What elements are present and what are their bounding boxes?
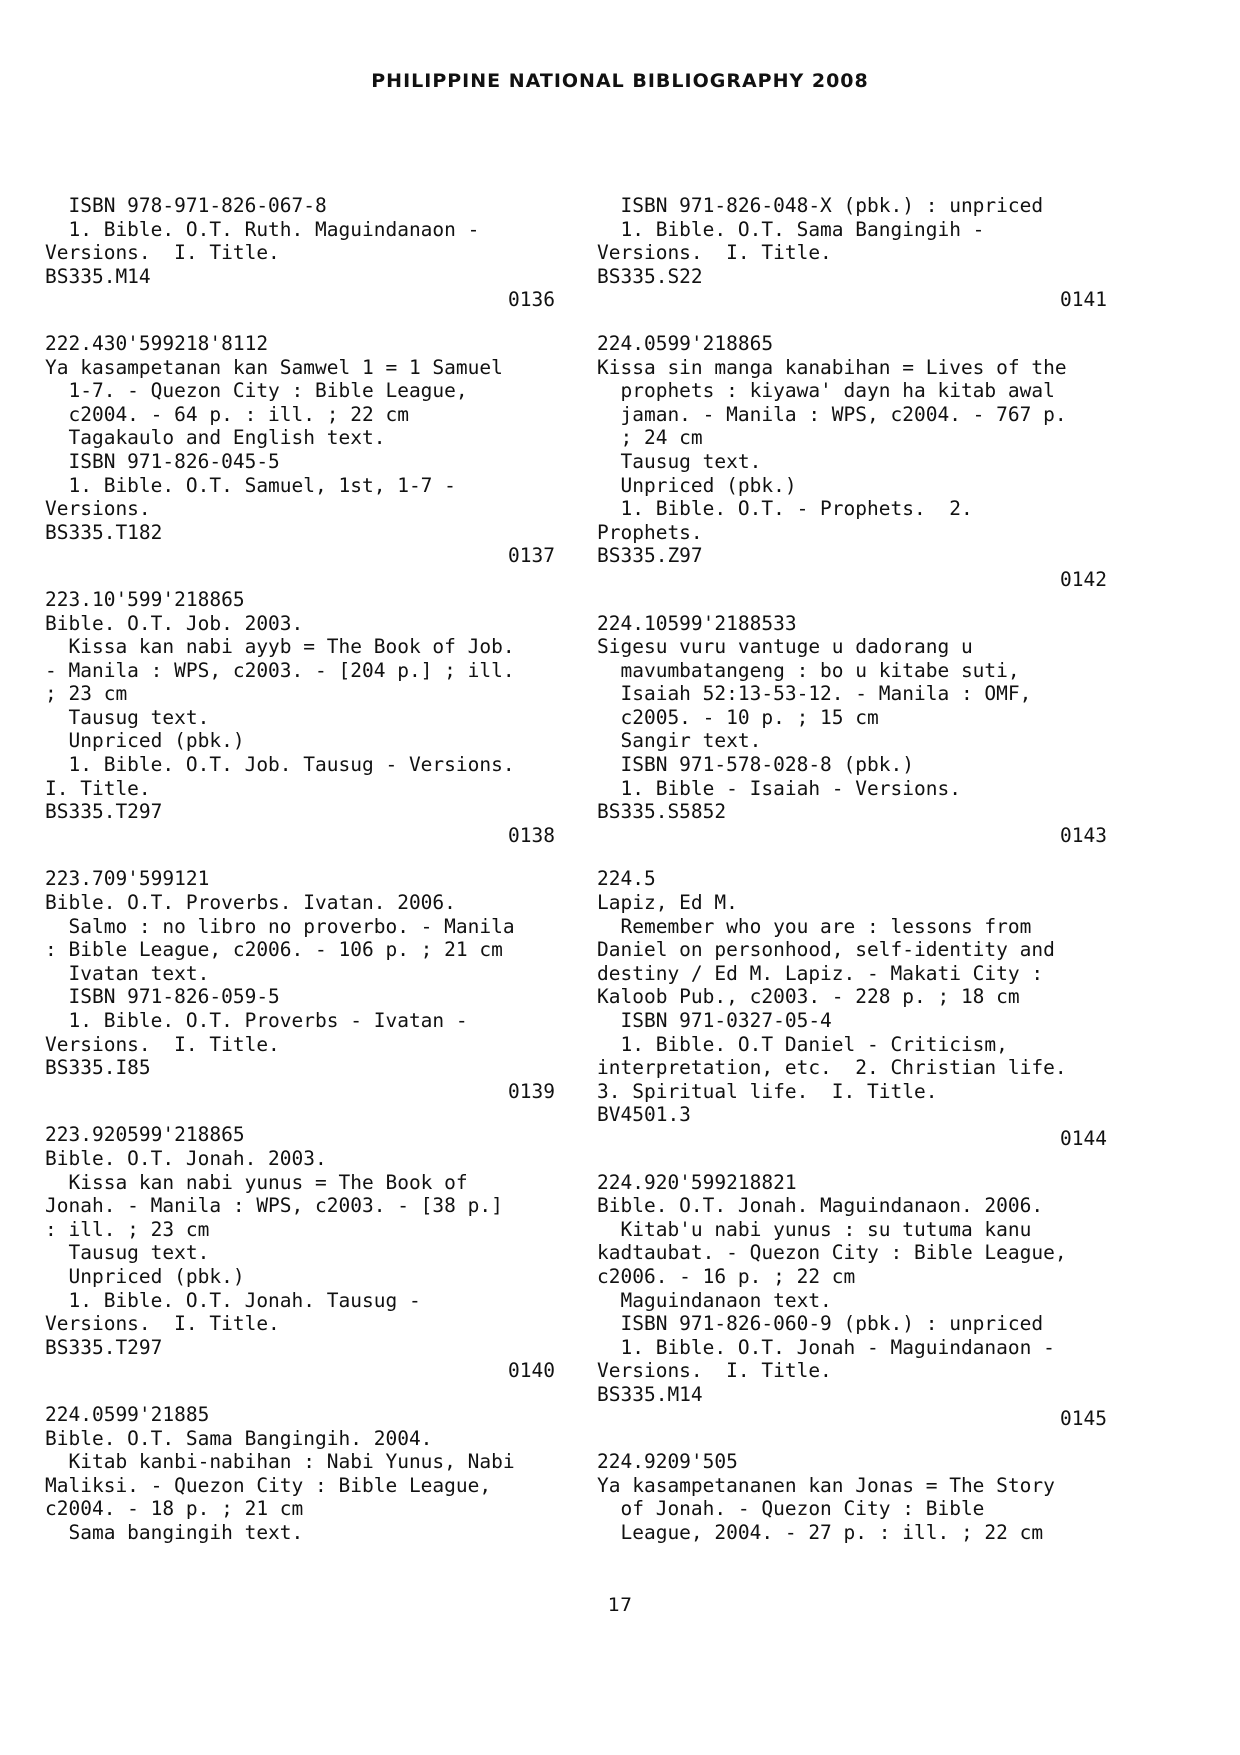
entry-line: Maguindanaon text. bbox=[597, 1288, 832, 1312]
entry-line: BV4501.3 bbox=[597, 1103, 691, 1127]
entry-line: BS335.M14 bbox=[597, 1382, 703, 1406]
entry-line: 1. Bible. O.T. Jonah - Maguindanaon - bbox=[597, 1335, 1055, 1359]
entry-line: Versions. I. Title. bbox=[597, 1359, 832, 1383]
entry-number: 0136 bbox=[508, 288, 555, 312]
entry-line: 224.920'599218821 bbox=[597, 1170, 797, 1194]
bibliography-entry bbox=[597, 867, 1109, 1150]
bibliography-entry bbox=[45, 588, 557, 848]
entry-line: 223.10'599'218865 bbox=[45, 587, 245, 611]
bibliography-entry bbox=[45, 1403, 557, 1545]
entry-line: Maliksi. - Quezon City : Bible League, bbox=[45, 1473, 492, 1497]
entry-line: 223.709'599121 bbox=[45, 867, 210, 891]
entry-line: c2004. - 64 p. : ill. ; 22 cm bbox=[45, 402, 409, 426]
entry-line: ISBN 971-826-059-5 bbox=[45, 985, 280, 1009]
entry-line: : Bible League, c2006. - 106 p. ; 21 cm bbox=[45, 938, 503, 962]
entry-line: Unpriced (pbk.) bbox=[597, 473, 797, 497]
entry-number: 0139 bbox=[508, 1079, 555, 1103]
entry-line: Versions. I. Title. bbox=[597, 241, 832, 265]
entry-line: Lapiz, Ed M. bbox=[597, 891, 738, 915]
entry-line: Tausug text. bbox=[45, 705, 210, 729]
entry-line: Tausug text. bbox=[597, 449, 762, 473]
entry-line: 1. Bible. O.T Daniel - Criticism, bbox=[597, 1032, 1008, 1056]
entry-line: c2005. - 10 p. ; 15 cm bbox=[597, 705, 879, 729]
entry-line: jaman. - Manila : WPS, c2004. - 767 p. bbox=[597, 402, 1067, 426]
entry-line: ; 24 cm bbox=[597, 426, 703, 450]
entry-line: ISBN 971-826-045-5 bbox=[45, 449, 280, 473]
entry-line: Kaloob Pub., c2003. - 228 p. ; 18 cm bbox=[597, 985, 1020, 1009]
entry-line: 1. Bible. O.T. Ruth. Maguindanaon - bbox=[45, 217, 480, 241]
entry-line: ISBN 971-578-028-8 (pbk.) bbox=[597, 753, 914, 777]
bibliography-entry bbox=[45, 194, 557, 312]
entry-line: - Manila : WPS, c2003. - [204 p.] ; ill. bbox=[45, 658, 515, 682]
entry-line: Versions. I. Title. bbox=[45, 241, 280, 265]
entry-line: : ill. ; 23 cm bbox=[45, 1217, 210, 1241]
entry-line: 224.0599'21885 bbox=[45, 1402, 210, 1426]
entry-line: 222.430'599218'8112 bbox=[45, 331, 269, 355]
entry-line: ISBN 971-0327-05-4 bbox=[597, 1009, 832, 1032]
entry-line: BS335.S22 bbox=[597, 264, 703, 288]
bibliography-entry bbox=[45, 1123, 557, 1383]
entry-number: 0138 bbox=[508, 823, 555, 847]
entry-line: Unpriced (pbk.) bbox=[45, 1264, 245, 1288]
entry-number: 0142 bbox=[1060, 567, 1107, 591]
bibliography-entry bbox=[597, 612, 1109, 848]
entry-line: prophets : kiyawa' dayn ha kitab awal bbox=[597, 379, 1055, 403]
entry-line: Sangir text. bbox=[597, 729, 762, 753]
entry-line: 1. Bible. O.T. Proverbs - Ivatan - bbox=[45, 1009, 468, 1032]
bibliography-entry bbox=[45, 332, 557, 568]
entry-line: I. Title. bbox=[45, 776, 151, 800]
bibliography-entry bbox=[45, 867, 557, 1103]
entry-line: Ivatan text. bbox=[45, 961, 210, 985]
entry-line: 1. Bible. O.T. Sama Bangingih - bbox=[597, 217, 985, 241]
entry-line: Ya kasampetanan kan Samwel 1 = 1 Samuel bbox=[45, 355, 503, 379]
entry-line: Ya kasampetananen kan Jonas = The Story bbox=[597, 1473, 1055, 1497]
entry-line: 224.10599'2188533 bbox=[597, 611, 797, 635]
entry-line: kadtaubat. - Quezon City : Bible League, bbox=[597, 1241, 1067, 1265]
entry-line: c2004. - 18 p. ; 21 cm bbox=[45, 1497, 304, 1521]
entry-line: Versions. I. Title. bbox=[45, 1032, 280, 1056]
entry-number: 0137 bbox=[508, 544, 555, 568]
entry-line: mavumbatangeng : bo u kitabe suti, bbox=[597, 658, 1020, 682]
entry-line: Versions. I. Title. bbox=[45, 1312, 280, 1336]
entry-line: Bible. O.T. Jonah. 2003. bbox=[45, 1146, 327, 1170]
entry-line: Jonah. - Manila : WPS, c2003. - [38 p.] bbox=[45, 1194, 503, 1218]
entry-number: 0145 bbox=[1060, 1406, 1107, 1430]
bibliography-entry bbox=[597, 194, 1109, 312]
entry-line: 1. Bible - Isaiah - Versions. bbox=[597, 776, 961, 800]
entry-line: Kissa kan nabi ayyb = The Book of Job. bbox=[45, 635, 515, 659]
entry-line: 1. Bible. O.T. Samuel, 1st, 1-7 - bbox=[45, 473, 456, 497]
entry-line: 1. Bible. O.T. Job. Tausug - Versions. bbox=[45, 753, 515, 777]
entry-number: 0143 bbox=[1060, 823, 1107, 847]
entry-line: Bible. O.T. Proverbs. Ivatan. 2006. bbox=[45, 891, 456, 915]
entry-line: Unpriced (pbk.) bbox=[45, 729, 245, 753]
entry-number: 0141 bbox=[1060, 288, 1107, 312]
entry-line: BS335.Z97 bbox=[597, 544, 703, 568]
entry-line: Sigesu vuru vantuge u dadorang u bbox=[597, 635, 973, 659]
entry-line: 224.9209'505 bbox=[597, 1450, 738, 1474]
entry-line: BS335.T297 bbox=[45, 800, 163, 824]
entry-line: Kitab kanbi-nabihan : Nabi Yunus, Nabi bbox=[45, 1450, 515, 1474]
entry-line: 224.0599'218865 bbox=[597, 331, 774, 355]
entry-line: 224.5 bbox=[597, 867, 656, 891]
entry-line: interpretation, etc. 2. Christian life. bbox=[597, 1056, 1067, 1080]
page-title: PHILIPPINE NATIONAL BIBLIOGRAPHY 2008 bbox=[371, 70, 869, 92]
entry-line: of Jonah. - Quezon City : Bible bbox=[597, 1497, 985, 1521]
entry-line: ; 23 cm bbox=[45, 682, 128, 706]
page-number: 17 bbox=[607, 1594, 633, 1616]
entry-line: 223.920599'218865 bbox=[45, 1123, 245, 1147]
entry-number: 0144 bbox=[1060, 1126, 1107, 1150]
entry-line: Bible. O.T. Sama Bangingih. 2004. bbox=[45, 1426, 433, 1450]
entry-line: BS335.T297 bbox=[45, 1335, 163, 1359]
entry-line: 1. Bible. O.T. - Prophets. 2. bbox=[597, 497, 973, 521]
entry-line: 1. Bible. O.T. Jonah. Tausug - bbox=[45, 1288, 421, 1312]
entry-line: Kissa sin manga kanabihan = Lives of the bbox=[597, 355, 1067, 379]
left-column bbox=[45, 194, 557, 1564]
entry-line: Kissa kan nabi yunus = The Book of bbox=[45, 1170, 468, 1194]
entry-line: BS335.I85 bbox=[45, 1056, 151, 1080]
bibliography-entry bbox=[597, 1171, 1109, 1431]
entry-line: ISBN 971-826-060-9 (pbk.) : unpriced bbox=[597, 1312, 1044, 1336]
entry-line: Bible. O.T. Jonah. Maguindanaon. 2006. bbox=[597, 1194, 1044, 1218]
entry-line: League, 2004. - 27 p. : ill. ; 22 cm bbox=[597, 1520, 1044, 1544]
bibliography-entry bbox=[597, 1450, 1109, 1544]
entry-line: Remember who you are : lessons from bbox=[597, 914, 1032, 938]
entry-line: BS335.S5852 bbox=[597, 800, 727, 824]
entry-line: 1-7. - Quezon City : Bible League, bbox=[45, 379, 468, 403]
entry-line: Isaiah 52:13-53-12. - Manila : OMF, bbox=[597, 682, 1032, 706]
entry-line: 3. Spiritual life. I. Title. bbox=[597, 1079, 938, 1103]
entry-line: Tagakaulo and English text. bbox=[45, 426, 386, 450]
entry-line: Salmo : no libro no proverbo. - Manila bbox=[45, 914, 515, 938]
entry-line: Sama bangingih text. bbox=[45, 1520, 304, 1544]
entry-line: Daniel on personhood, self-identity and bbox=[597, 938, 1055, 962]
entry-line: c2006. - 16 p. ; 22 cm bbox=[597, 1264, 856, 1288]
entry-number: 0140 bbox=[508, 1359, 555, 1383]
entry-line: BS335.T182 bbox=[45, 520, 163, 544]
entry-line: Tausug text. bbox=[45, 1241, 210, 1265]
entry-line: BS335.M14 bbox=[45, 264, 151, 288]
entry-line: Prophets. bbox=[597, 520, 703, 544]
entry-line: ISBN 971-826-048-X (pbk.) : unpriced bbox=[597, 194, 1044, 217]
entry-line: Bible. O.T. Job. 2003. bbox=[45, 611, 304, 635]
entry-line: Kitab'u nabi yunus : su tutuma kanu bbox=[597, 1217, 1032, 1241]
entry-line: ISBN 978-971-826-067-8 bbox=[45, 194, 327, 217]
entry-line: Versions. bbox=[45, 497, 151, 521]
bibliography-entry bbox=[597, 332, 1109, 592]
entry-line: destiny / Ed M. Lapiz. - Makati City : bbox=[597, 961, 1044, 985]
right-column bbox=[597, 194, 1109, 1564]
